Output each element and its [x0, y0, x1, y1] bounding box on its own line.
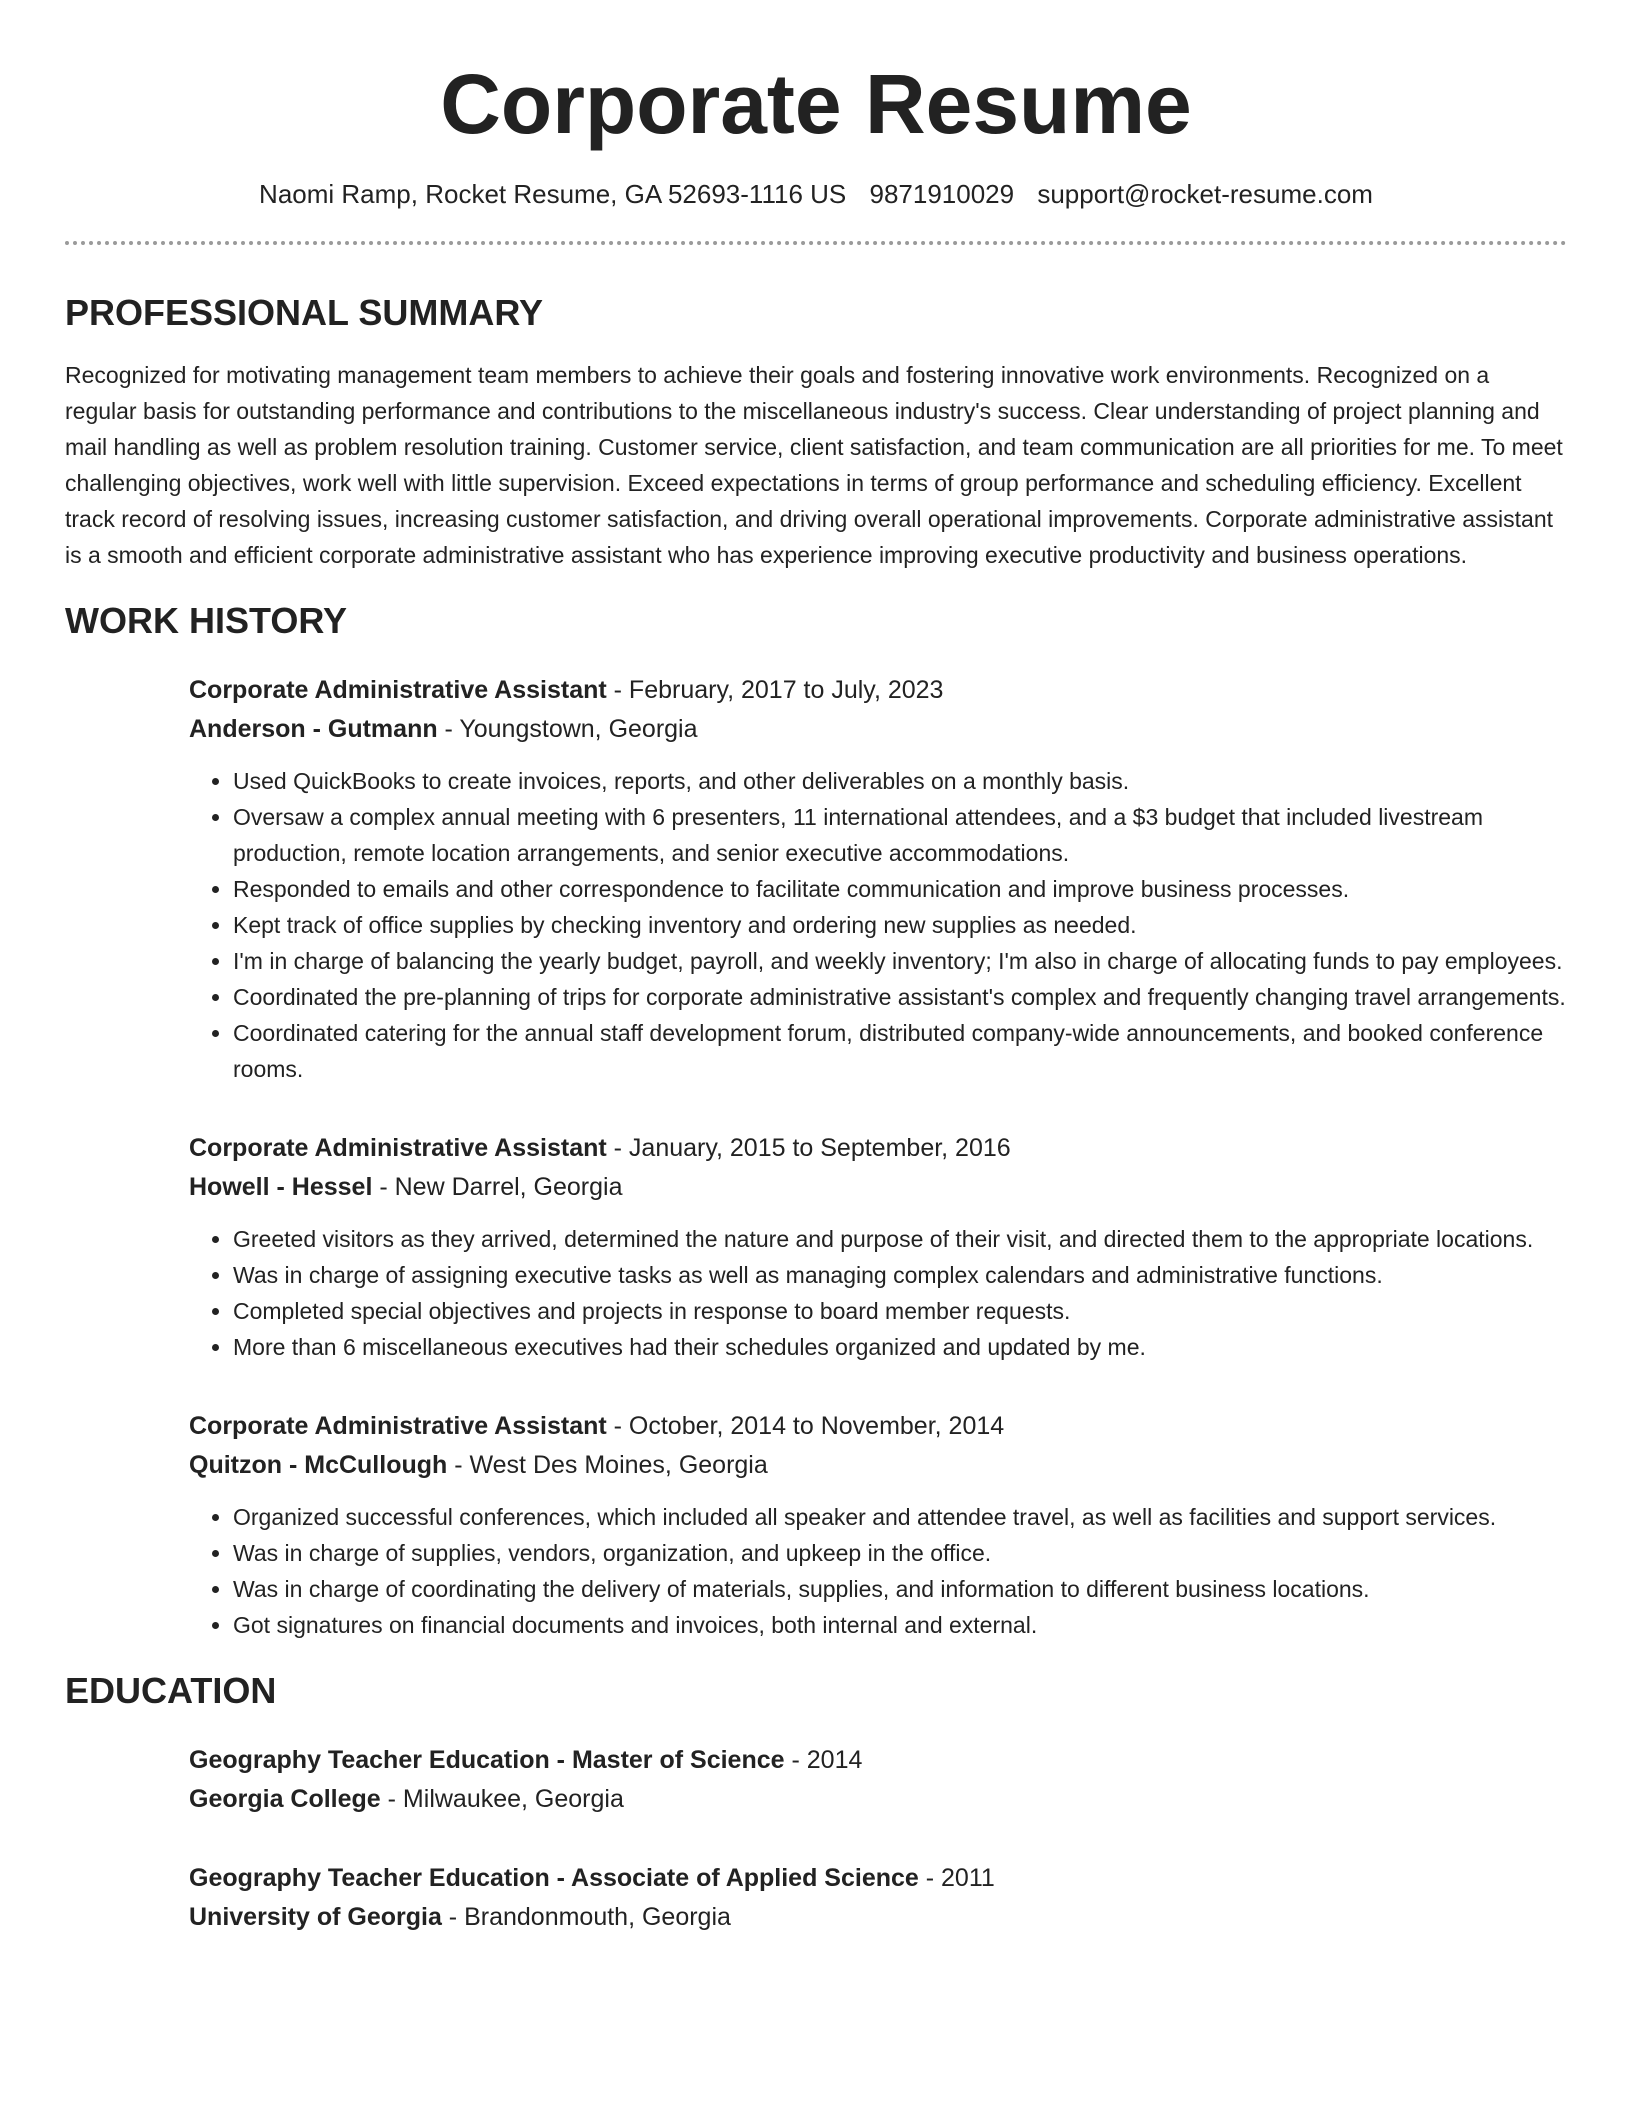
job-location: - West Des Moines, Georgia — [447, 1451, 768, 1479]
job-bullet: • Coordinated catering for the annual staff development forum, distributed company-wide announcements, and booked conference rooms. — [233, 1015, 1567, 1087]
job-role-line — [189, 671, 1567, 710]
education-entry — [189, 1741, 1567, 1819]
summary-heading: PROFESSIONAL SUMMARY — [65, 292, 544, 333]
job-title: Corporate Administrative Assistant — [189, 1134, 607, 1162]
job-dates: - January, 2015 to September, 2016 — [606, 1134, 1011, 1162]
job-bullet: • Organized successful conferences, which included all speaker and attendee travel, as well as facilities and support services. — [233, 1499, 1567, 1535]
job-company: Quitzon - McCullough — [189, 1451, 448, 1479]
job-entry — [189, 1129, 1567, 1365]
contact-email: support@rocket-resume.com — [1037, 179, 1373, 209]
education-location: - Milwaukee, Georgia — [380, 1785, 624, 1813]
job-bullets — [189, 1499, 1567, 1643]
education-year: - 2011 — [918, 1864, 995, 1892]
job-bullet: • I'm in charge of balancing the yearly budget, payroll, and weekly inventory; I'm also in charge of allocating funds to pay employees. — [233, 943, 1567, 979]
job-bullet: • More than 6 miscellaneous executives had their schedules organized and updated by me. — [233, 1329, 1567, 1365]
education-degree-line — [189, 1859, 1567, 1898]
job-location: - Youngstown, Georgia — [437, 715, 698, 743]
education-degree: Geography Teacher Education - Associate of Applied Science — [189, 1864, 919, 1892]
education-heading: EDUCATION — [65, 1670, 277, 1711]
job-bullet: • Greeted visitors as they arrived, determined the nature and purpose of their visit, and directed them to the appropriate locations. — [233, 1221, 1567, 1257]
job-bullet: • Was in charge of supplies, vendors, organization, and upkeep in the office. — [233, 1535, 1567, 1571]
education-school-line — [189, 1898, 1567, 1937]
education-school: University of Georgia — [189, 1903, 442, 1931]
education-year: - 2014 — [784, 1746, 863, 1774]
job-company: Howell - Hessel — [189, 1173, 373, 1201]
job-bullet: • Kept track of office supplies by checking inventory and ordering new supplies as needed. — [233, 907, 1567, 943]
job-bullet: • Responded to emails and other correspondence to facilitate communication and improve business processes. — [233, 871, 1567, 907]
job-bullet: • Got signatures on financial documents and invoices, both internal and external. — [233, 1607, 1567, 1643]
resume-title: Corporate Resume — [440, 57, 1192, 151]
job-role-line — [189, 1407, 1567, 1446]
education-degree: Geography Teacher Education - Master of Science — [189, 1746, 785, 1774]
education-degree-line — [189, 1741, 1567, 1780]
job-bullet: • Completed special objectives and projects in response to board member requests. — [233, 1293, 1567, 1329]
job-bullets — [189, 763, 1567, 1087]
job-dates: - October, 2014 to November, 2014 — [606, 1412, 1005, 1440]
job-entry — [189, 671, 1567, 1087]
education-section — [65, 1669, 1567, 1937]
education-school: Georgia College — [189, 1785, 381, 1813]
job-bullets — [189, 1221, 1567, 1365]
job-company: Anderson - Gutmann — [189, 715, 438, 743]
education-entry — [189, 1859, 1567, 1937]
job-bullet: • Used QuickBooks to create invoices, reports, and other deliverables on a monthly basis. — [233, 763, 1567, 799]
contact-line — [65, 176, 1567, 212]
job-dates: - February, 2017 to July, 2023 — [606, 676, 944, 704]
work-history-heading: WORK HISTORY — [65, 600, 348, 641]
job-company-line — [189, 710, 1567, 749]
job-company-line — [189, 1168, 1567, 1207]
job-title: Corporate Administrative Assistant — [189, 676, 607, 704]
education-school-line — [189, 1780, 1567, 1819]
contact-phone: 9871910029 — [869, 179, 1015, 209]
job-title: Corporate Administrative Assistant — [189, 1412, 607, 1440]
education-location: - Brandonmouth, Georgia — [441, 1903, 731, 1931]
job-location: - New Darrel, Georgia — [372, 1173, 623, 1201]
contact-address: Naomi Ramp, Rocket Resume, GA 52693-1116 US — [259, 179, 847, 209]
job-entry — [189, 1407, 1567, 1643]
job-bullet: • Oversaw a complex annual meeting with 6 presenters, 11 international attendees, and a $3 budget that included livestream production, remote location arrangements, and senior executive accommodations. — [233, 799, 1567, 871]
job-bullet: • Was in charge of coordinating the delivery of materials, supplies, and information to different business locations. — [233, 1571, 1567, 1607]
work-history-section — [65, 599, 1567, 1643]
header-divider — [65, 241, 1567, 245]
job-bullet: • Coordinated the pre-planning of trips for corporate administrative assistant's complex and frequently changing travel arrangements. — [233, 979, 1567, 1015]
job-bullet: • Was in charge of assigning executive tasks as well as managing complex calendars and administrative functions. — [233, 1257, 1567, 1293]
summary-text: Recognized for motivating management team members to achieve their goals and fostering innovative work environments. Recognized on a regular basis for outstanding performance and contributions to the miscellaneous industry's success. Clear understanding of project planning and mail handling as well as problem resolution training. Customer service, client satisfaction, and team communication are all priorities for me. To meet challenging objectives, work well with little supervision. Exceed expectations in terms of group performance and scheduling efficiency. Excellent track record of resolving issues, increasing customer satisfaction, and driving overall operational improvements. Corporate administrative assistant is a smooth and efficient corporate administrative assistant who has experience improving executive productivity and business operations. — [65, 362, 1563, 568]
job-company-line — [189, 1446, 1567, 1485]
summary-section — [65, 291, 1567, 573]
job-role-line — [189, 1129, 1567, 1168]
